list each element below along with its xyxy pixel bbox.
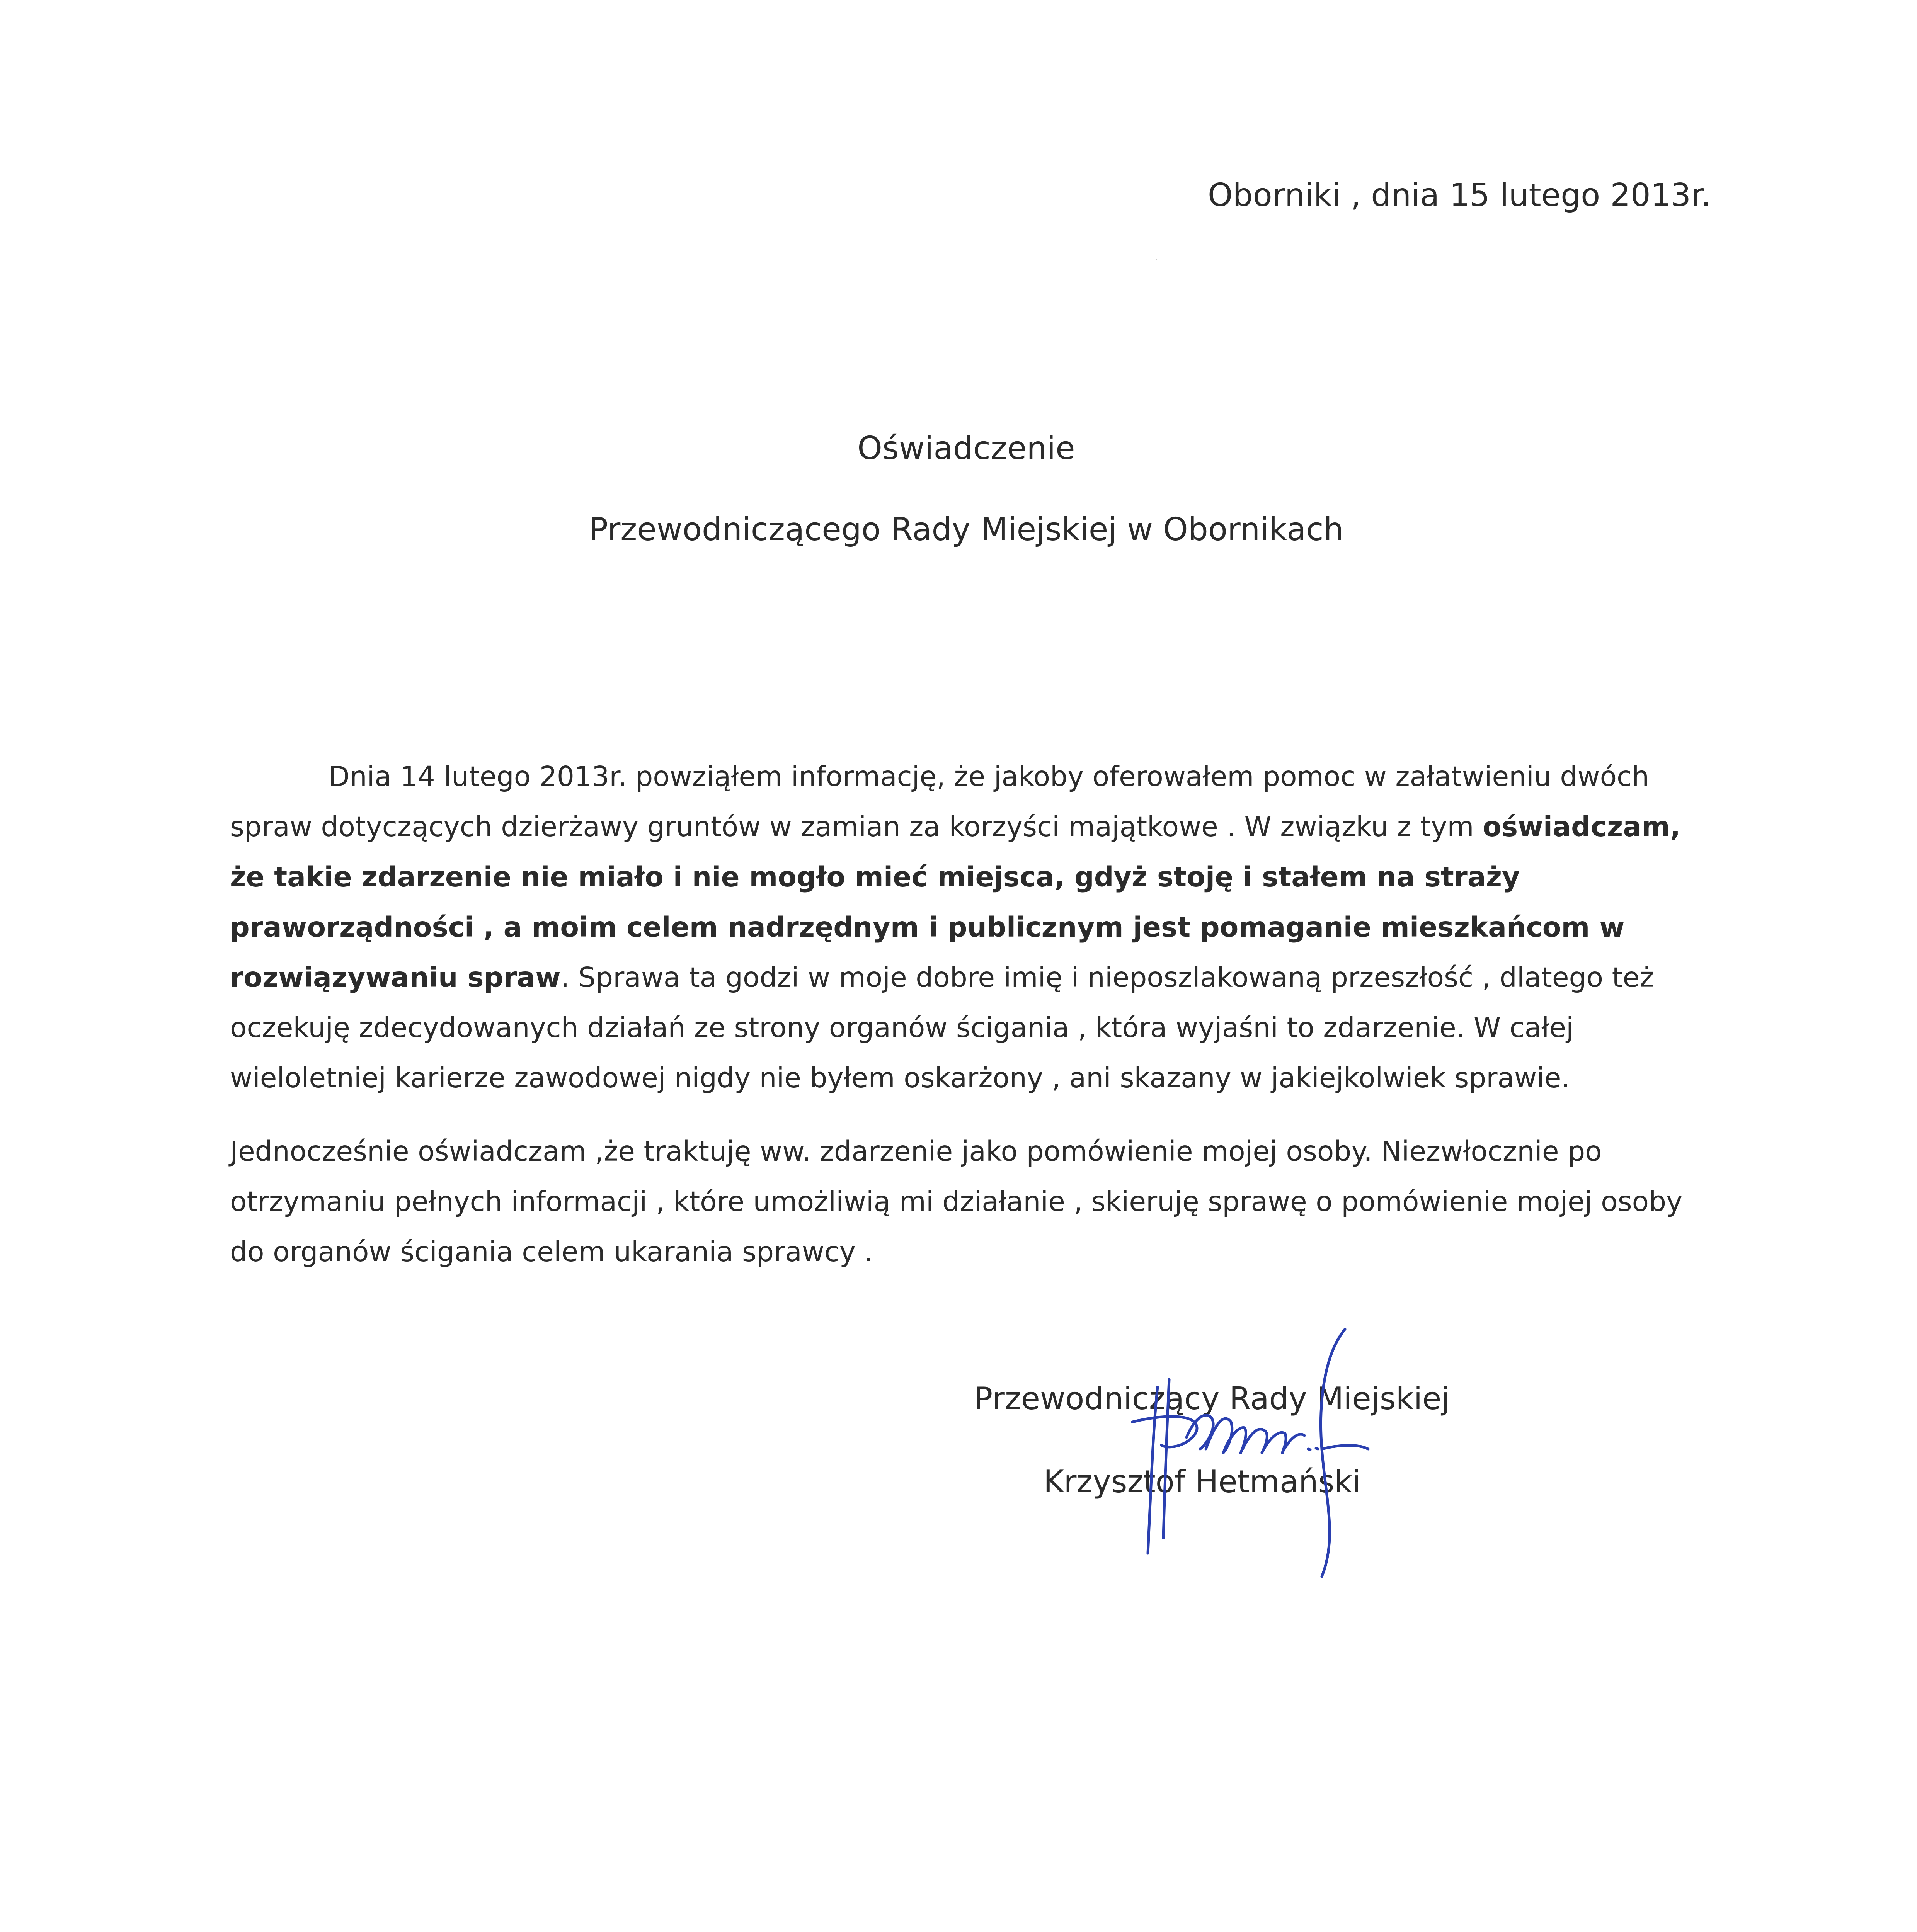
document-subtitle: Przewodniczącego Rady Miejskiej w Obornikach [589,511,1344,548]
scan-speck [1156,259,1157,260]
handwritten-signature [1090,1321,1407,1592]
statement-body [230,752,1706,1277]
document-title: Oświadczenie [857,430,1075,467]
paragraph-1-text-start: Dnia 14 lutego 2013r. powziąłem informację, że jakoby oferowałem pomoc w załatwieniu dwóch spraw dotyczących dzierżawy gruntów w zamian za korzyści majątkowe . W związku z tym [230,760,1650,843]
paragraph-1 [230,752,1706,1103]
paragraph-2: Jednocześnie oświadczam ,że traktuję ww. zdarzenie jako pomówienie mojej osoby. Niezwłocznie po otrzymaniu pełnych informacji , które umożliwią mi działanie , skieruję sprawę o pomówienie mojej osoby do organów ścigania celem ukarania sprawcy . [230,1135,1683,1268]
place-and-date: Oborniki , dnia 15 lutego 2013r. [1208,177,1711,214]
paragraph-1-bold-declaration: oświadczam, że takie zdarzenie nie miało i nie mogło mieć miejsca, gdyż stoję i stałem na straży praworządności , a moim celem nadrzędnym i publicznym jest pomaganie mieszkańcom w rozwiązywaniu spraw [230,811,1681,993]
signatory-role: Przewodniczący Rady Miejskiej [974,1381,1450,1417]
paragraph-1-text-end: . Sprawa ta godzi w moje dobre imię i nieposzlakowaną przeszłość , dlatego też oczekuję zdecydowanych działań ze strony organów ścigania , która wyjaśni to zdarzenie. W całej wieloletniej karierze zawodowej nigdy nie byłem oskarżony , ani skazany w jakiejkolwiek sprawie. [230,961,1654,1094]
signatory-name: Krzysztof Hetmański [1044,1464,1361,1500]
